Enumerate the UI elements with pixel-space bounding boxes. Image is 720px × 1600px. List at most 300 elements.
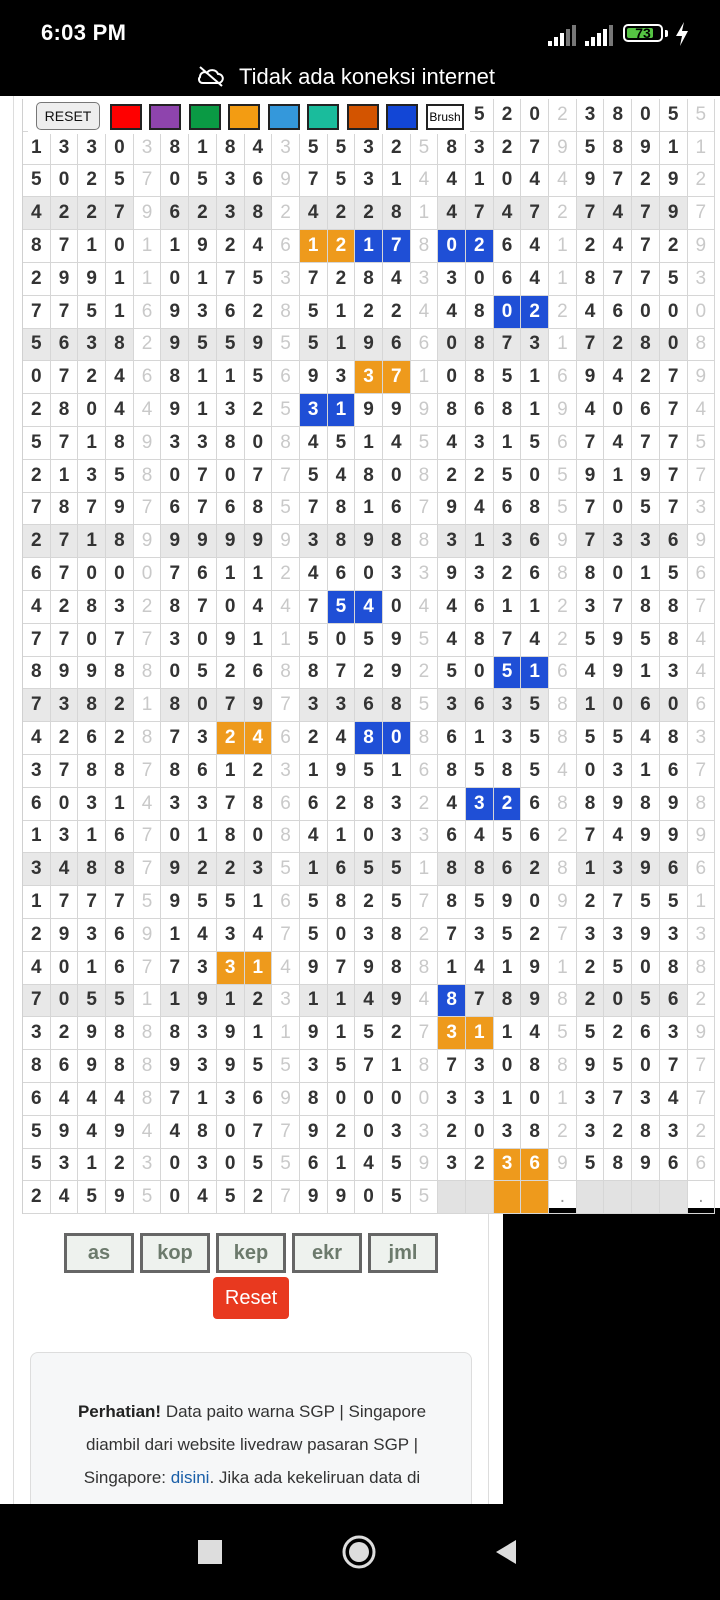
grid-cell[interactable]: 4: [549, 165, 577, 198]
grid-cell[interactable]: 1: [245, 558, 273, 591]
grid-cell[interactable]: 1: [328, 329, 356, 362]
grid-cell[interactable]: .: [688, 1181, 716, 1214]
grid-cell[interactable]: 9: [383, 394, 411, 427]
grid-cell[interactable]: 1: [23, 132, 51, 165]
grid-cell[interactable]: 3: [494, 1149, 522, 1182]
grid-cell[interactable]: 2: [466, 460, 494, 493]
grid-cell[interactable]: 9: [577, 361, 605, 394]
grid-cell[interactable]: 7: [466, 985, 494, 1018]
grid-cell[interactable]: 5: [383, 886, 411, 919]
grid-cell[interactable]: 7: [51, 755, 79, 788]
grid-cell[interactable]: 2: [604, 1116, 632, 1149]
grid-cell[interactable]: 2: [577, 952, 605, 985]
grid-cell[interactable]: 0: [217, 1116, 245, 1149]
grid-cell[interactable]: 8: [411, 952, 439, 985]
grid-cell[interactable]: 5: [300, 132, 328, 165]
grid-cell[interactable]: 0: [161, 657, 189, 690]
grid-cell[interactable]: 6: [688, 853, 716, 886]
grid-cell[interactable]: 7: [134, 755, 162, 788]
grid-cell[interactable]: 3: [411, 263, 439, 296]
grid-cell[interactable]: 0: [383, 460, 411, 493]
grid-cell[interactable]: 4: [577, 657, 605, 690]
grid-cell[interactable]: 5: [632, 985, 660, 1018]
grid-cell[interactable]: 9: [355, 329, 383, 362]
grid-cell[interactable]: 2: [549, 197, 577, 230]
grid-cell[interactable]: 7: [660, 361, 688, 394]
grid-cell[interactable]: 1: [272, 624, 300, 657]
grid-cell[interactable]: 8: [106, 329, 134, 362]
grid-cell[interactable]: 0: [604, 558, 632, 591]
grid-cell[interactable]: 9: [245, 329, 273, 362]
grid-cell[interactable]: 1: [549, 1083, 577, 1116]
grid-cell[interactable]: 3: [688, 263, 716, 296]
grid-cell[interactable]: 5: [577, 624, 605, 657]
grid-cell[interactable]: 9: [300, 361, 328, 394]
grid-cell[interactable]: 1: [355, 493, 383, 526]
grid-cell[interactable]: 1: [78, 821, 106, 854]
grid-cell[interactable]: 4: [521, 263, 549, 296]
grid-cell[interactable]: 5: [189, 329, 217, 362]
grid-cell[interactable]: 0: [245, 427, 273, 460]
grid-cell[interactable]: 8: [632, 788, 660, 821]
color-swatch-teal[interactable]: [307, 104, 339, 130]
grid-cell[interactable]: 0: [355, 1181, 383, 1214]
grid-cell[interactable]: 3: [438, 525, 466, 558]
grid-cell[interactable]: 1: [300, 230, 328, 263]
grid-cell[interactable]: 0: [161, 1149, 189, 1182]
grid-cell[interactable]: 6: [494, 263, 522, 296]
grid-cell[interactable]: 5: [521, 427, 549, 460]
grid-cell[interactable]: 3: [189, 296, 217, 329]
grid-cell[interactable]: 4: [245, 230, 273, 263]
grid-cell[interactable]: 3: [632, 1083, 660, 1116]
grid-cell[interactable]: 8: [355, 788, 383, 821]
grid-cell[interactable]: 2: [328, 788, 356, 821]
grid-cell[interactable]: 2: [106, 689, 134, 722]
grid-cell[interactable]: 7: [466, 197, 494, 230]
grid-cell[interactable]: 1: [134, 689, 162, 722]
grid-cell[interactable]: 2: [245, 394, 273, 427]
grid-cell[interactable]: 3: [355, 919, 383, 952]
grid-cell[interactable]: 6: [521, 788, 549, 821]
grid-cell[interactable]: 8: [106, 657, 134, 690]
grid-cell[interactable]: 0: [383, 722, 411, 755]
grid-cell[interactable]: 4: [521, 165, 549, 198]
grid-cell[interactable]: 0: [161, 1181, 189, 1214]
grid-cell[interactable]: 3: [688, 722, 716, 755]
grid-cell[interactable]: 1: [411, 361, 439, 394]
grid-cell[interactable]: 8: [383, 197, 411, 230]
grid-cell[interactable]: 3: [604, 919, 632, 952]
grid-cell[interactable]: 5: [23, 1116, 51, 1149]
grid-cell[interactable]: 4: [189, 1181, 217, 1214]
grid-cell[interactable]: 8: [660, 624, 688, 657]
grid-cell[interactable]: 7: [632, 427, 660, 460]
color-swatch-red[interactable]: [110, 104, 142, 130]
grid-cell[interactable]: 5: [494, 657, 522, 690]
grid-cell[interactable]: 1: [521, 361, 549, 394]
grid-cell[interactable]: 3: [272, 263, 300, 296]
grid-cell[interactable]: 8: [300, 1083, 328, 1116]
grid-cell[interactable]: 3: [23, 755, 51, 788]
grid-cell[interactable]: 2: [660, 230, 688, 263]
grid-cell[interactable]: 6: [411, 329, 439, 362]
grid-cell[interactable]: 8: [272, 657, 300, 690]
grid-cell[interactable]: 1: [355, 230, 383, 263]
grid-cell[interactable]: 8: [272, 296, 300, 329]
grid-cell[interactable]: 5: [300, 886, 328, 919]
grid-cell[interactable]: 1: [217, 755, 245, 788]
grid-cell[interactable]: 3: [217, 394, 245, 427]
grid-cell[interactable]: 3: [189, 1017, 217, 1050]
grid-cell[interactable]: 3: [78, 788, 106, 821]
grid-cell[interactable]: 9: [604, 624, 632, 657]
grid-cell[interactable]: 6: [300, 788, 328, 821]
grid-cell[interactable]: 4: [411, 985, 439, 1018]
grid-cell[interactable]: 9: [521, 985, 549, 1018]
grid-cell[interactable]: 3: [660, 919, 688, 952]
grid-cell[interactable]: 3: [411, 558, 439, 591]
grid-cell[interactable]: 4: [688, 624, 716, 657]
grid-cell[interactable]: 9: [577, 165, 605, 198]
color-swatch-green[interactable]: [189, 104, 221, 130]
grid-cell[interactable]: 5: [521, 755, 549, 788]
kep-button[interactable]: kep: [216, 1233, 286, 1273]
grid-cell[interactable]: 4: [521, 230, 549, 263]
grid-cell[interactable]: 8: [521, 1050, 549, 1083]
grid-cell[interactable]: 1: [383, 755, 411, 788]
grid-cell[interactable]: 8: [51, 493, 79, 526]
grid-cell[interactable]: 5: [78, 985, 106, 1018]
grid-cell[interactable]: 7: [577, 493, 605, 526]
grid-cell[interactable]: 2: [494, 132, 522, 165]
grid-cell[interactable]: 2: [217, 230, 245, 263]
grid-cell[interactable]: 9: [300, 1017, 328, 1050]
grid-cell[interactable]: 9: [660, 165, 688, 198]
grid-cell[interactable]: 1: [521, 394, 549, 427]
grid-cell[interactable]: 7: [632, 230, 660, 263]
grid-cell[interactable]: 5: [438, 657, 466, 690]
grid-cell[interactable]: 1: [355, 427, 383, 460]
grid-cell[interactable]: 7: [272, 1181, 300, 1214]
grid-cell[interactable]: 7: [189, 460, 217, 493]
grid-cell[interactable]: 0: [466, 657, 494, 690]
grid-cell[interactable]: 5: [245, 1149, 273, 1182]
grid-cell[interactable]: 3: [521, 329, 549, 362]
grid-cell[interactable]: 4: [383, 263, 411, 296]
grid-cell[interactable]: 9: [161, 886, 189, 919]
grid-cell[interactable]: 6: [106, 919, 134, 952]
grid-cell[interactable]: 1: [466, 525, 494, 558]
grid-cell[interactable]: 3: [438, 1017, 466, 1050]
grid-cell[interactable]: 1: [521, 591, 549, 624]
grid-cell[interactable]: 1: [245, 886, 273, 919]
grid-cell[interactable]: 3: [577, 99, 605, 132]
grid-cell[interactable]: 9: [328, 755, 356, 788]
grid-cell[interactable]: 1: [438, 952, 466, 985]
grid-cell[interactable]: 8: [494, 985, 522, 1018]
grid-cell[interactable]: 1: [632, 755, 660, 788]
grid-cell[interactable]: 5: [272, 493, 300, 526]
grid-cell[interactable]: 9: [300, 1181, 328, 1214]
grid-cell[interactable]: 0: [577, 755, 605, 788]
grid-cell[interactable]: 5: [23, 329, 51, 362]
grid-cell[interactable]: 2: [272, 558, 300, 591]
grid-cell[interactable]: 5: [632, 624, 660, 657]
grid-cell[interactable]: 6: [245, 657, 273, 690]
grid-cell[interactable]: 2: [23, 1181, 51, 1214]
grid-cell[interactable]: 4: [23, 722, 51, 755]
grid-cell[interactable]: 0: [411, 1083, 439, 1116]
grid-cell[interactable]: 1: [549, 263, 577, 296]
grid-cell[interactable]: 5: [604, 1050, 632, 1083]
grid-cell[interactable]: [604, 1181, 632, 1214]
grid-cell[interactable]: 4: [245, 722, 273, 755]
ekr-button[interactable]: ekr: [292, 1233, 362, 1273]
grid-cell[interactable]: 5: [632, 886, 660, 919]
grid-cell[interactable]: 1: [383, 165, 411, 198]
grid-cell[interactable]: 6: [328, 558, 356, 591]
grid-cell[interactable]: 0: [521, 99, 549, 132]
grid-cell[interactable]: 5: [245, 263, 273, 296]
grid-cell[interactable]: 5: [217, 329, 245, 362]
grid-cell[interactable]: 1: [328, 1149, 356, 1182]
grid-cell[interactable]: 8: [632, 591, 660, 624]
grid-cell[interactable]: 3: [272, 755, 300, 788]
grid-cell[interactable]: 6: [632, 1017, 660, 1050]
grid-cell[interactable]: 1: [78, 952, 106, 985]
grid-cell[interactable]: 8: [23, 657, 51, 690]
grid-cell[interactable]: 7: [134, 952, 162, 985]
grid-cell[interactable]: 5: [300, 919, 328, 952]
grid-cell[interactable]: 8: [328, 493, 356, 526]
grid-cell[interactable]: 5: [660, 886, 688, 919]
grid-cell[interactable]: 8: [466, 853, 494, 886]
grid-cell[interactable]: 6: [549, 427, 577, 460]
grid-cell[interactable]: 8: [466, 361, 494, 394]
grid-cell[interactable]: 6: [355, 689, 383, 722]
grid-cell[interactable]: 2: [549, 1116, 577, 1149]
grid-cell[interactable]: 9: [217, 1017, 245, 1050]
grid-cell[interactable]: 4: [411, 296, 439, 329]
color-swatch-light-blue[interactable]: [268, 104, 300, 130]
grid-cell[interactable]: 6: [161, 493, 189, 526]
grid-cell[interactable]: 3: [383, 558, 411, 591]
grid-cell[interactable]: 8: [106, 755, 134, 788]
grid-cell[interactable]: 0: [51, 788, 79, 821]
grid-cell[interactable]: 7: [328, 952, 356, 985]
grid-cell[interactable]: 1: [189, 394, 217, 427]
grid-cell[interactable]: 8: [438, 985, 466, 1018]
grid-cell[interactable]: 7: [383, 361, 411, 394]
grid-cell[interactable]: 9: [161, 329, 189, 362]
grid-cell[interactable]: 8: [688, 952, 716, 985]
grid-cell[interactable]: 3: [217, 197, 245, 230]
grid-cell[interactable]: 4: [134, 1116, 162, 1149]
grid-cell[interactable]: 2: [23, 394, 51, 427]
grid-cell[interactable]: 3: [466, 919, 494, 952]
grid-cell[interactable]: 1: [78, 1149, 106, 1182]
grid-cell[interactable]: 9: [688, 525, 716, 558]
grid-cell[interactable]: 6: [106, 821, 134, 854]
grid-cell[interactable]: 3: [23, 853, 51, 886]
grid-cell[interactable]: 7: [134, 493, 162, 526]
grid-cell[interactable]: 1: [161, 985, 189, 1018]
grid-cell[interactable]: 7: [134, 821, 162, 854]
grid-cell[interactable]: 8: [438, 886, 466, 919]
grid-cell[interactable]: 7: [660, 493, 688, 526]
grid-cell[interactable]: 8: [632, 329, 660, 362]
grid-cell[interactable]: 1: [383, 1050, 411, 1083]
grid-cell[interactable]: 4: [106, 394, 134, 427]
grid-cell[interactable]: 7: [51, 361, 79, 394]
grid-cell[interactable]: 8: [161, 755, 189, 788]
grid-cell[interactable]: 4: [438, 624, 466, 657]
grid-cell[interactable]: 2: [189, 853, 217, 886]
grid-cell[interactable]: 5: [106, 985, 134, 1018]
grid-cell[interactable]: 9: [328, 1181, 356, 1214]
grid-cell[interactable]: 3: [328, 361, 356, 394]
grid-cell[interactable]: 3: [51, 689, 79, 722]
grid-cell[interactable]: 2: [134, 591, 162, 624]
grid-cell[interactable]: [494, 1181, 522, 1214]
grid-cell[interactable]: 8: [411, 722, 439, 755]
grid-cell[interactable]: 1: [106, 296, 134, 329]
grid-cell[interactable]: 1: [466, 722, 494, 755]
grid-cell[interactable]: 4: [134, 788, 162, 821]
grid-cell[interactable]: 8: [411, 460, 439, 493]
grid-cell[interactable]: 9: [660, 197, 688, 230]
grid-cell[interactable]: 9: [161, 394, 189, 427]
grid-cell[interactable]: 3: [189, 722, 217, 755]
grid-cell[interactable]: 5: [328, 165, 356, 198]
grid-cell[interactable]: 8: [23, 1050, 51, 1083]
grid-cell[interactable]: 3: [632, 525, 660, 558]
grid-cell[interactable]: 0: [494, 296, 522, 329]
grid-cell[interactable]: 1: [189, 263, 217, 296]
grid-cell[interactable]: 2: [189, 197, 217, 230]
grid-cell[interactable]: 4: [272, 591, 300, 624]
grid-cell[interactable]: 3: [438, 689, 466, 722]
grid-cell[interactable]: 5: [411, 132, 439, 165]
grid-cell[interactable]: 8: [438, 394, 466, 427]
grid-cell[interactable]: 9: [577, 460, 605, 493]
grid-cell[interactable]: 0: [328, 624, 356, 657]
grid-cell[interactable]: 6: [134, 361, 162, 394]
grid-cell[interactable]: 1: [328, 985, 356, 1018]
grid-cell[interactable]: 0: [660, 689, 688, 722]
grid-cell[interactable]: 0: [355, 1083, 383, 1116]
grid-cell[interactable]: 3: [383, 821, 411, 854]
grid-cell[interactable]: 3: [577, 1116, 605, 1149]
grid-cell[interactable]: 2: [51, 1017, 79, 1050]
grid-cell[interactable]: 7: [688, 460, 716, 493]
grid-cell[interactable]: 9: [134, 427, 162, 460]
grid-cell[interactable]: 8: [355, 460, 383, 493]
grid-cell[interactable]: 8: [660, 591, 688, 624]
grid-cell[interactable]: 1: [106, 788, 134, 821]
grid-cell[interactable]: 5: [355, 624, 383, 657]
grid-cell[interactable]: 5: [521, 689, 549, 722]
grid-cell[interactable]: 0: [604, 493, 632, 526]
grid-cell[interactable]: 6: [78, 722, 106, 755]
grid-cell[interactable]: 1: [660, 132, 688, 165]
grid-cell[interactable]: 3: [466, 788, 494, 821]
grid-cell[interactable]: 3: [134, 1149, 162, 1182]
grid-cell[interactable]: 8: [355, 263, 383, 296]
grid-cell[interactable]: 7: [300, 493, 328, 526]
grid-cell[interactable]: 9: [106, 493, 134, 526]
grid-cell[interactable]: 0: [632, 99, 660, 132]
grid-cell[interactable]: 3: [189, 1050, 217, 1083]
grid-cell[interactable]: 4: [51, 1181, 79, 1214]
grid-cell[interactable]: 1: [549, 230, 577, 263]
grid-cell[interactable]: 7: [577, 197, 605, 230]
grid-cell[interactable]: 8: [217, 427, 245, 460]
grid-cell[interactable]: 6: [494, 853, 522, 886]
grid-cell[interactable]: 2: [549, 624, 577, 657]
grid-cell[interactable]: 3: [466, 427, 494, 460]
grid-cell[interactable]: 4: [438, 165, 466, 198]
grid-cell[interactable]: 6: [23, 1083, 51, 1116]
grid-cell[interactable]: 2: [78, 361, 106, 394]
back-button[interactable]: [494, 1538, 518, 1566]
grid-cell[interactable]: 2: [23, 525, 51, 558]
grid-cell[interactable]: 5: [494, 460, 522, 493]
grid-cell[interactable]: 1: [23, 821, 51, 854]
grid-cell[interactable]: 0: [161, 263, 189, 296]
grid-cell[interactable]: 3: [161, 427, 189, 460]
grid-cell[interactable]: 7: [161, 1083, 189, 1116]
grid-cell[interactable]: 2: [217, 657, 245, 690]
grid-cell[interactable]: 6: [521, 1149, 549, 1182]
grid-cell[interactable]: 5: [577, 1149, 605, 1182]
recent-apps-button[interactable]: [198, 1540, 222, 1564]
grid-cell[interactable]: 4: [78, 1116, 106, 1149]
grid-cell[interactable]: 4: [51, 853, 79, 886]
grid-cell[interactable]: 6: [134, 296, 162, 329]
grid-cell[interactable]: 4: [245, 132, 273, 165]
grid-cell[interactable]: 0: [355, 558, 383, 591]
grid-cell[interactable]: 7: [688, 1050, 716, 1083]
grid-cell[interactable]: 8: [466, 624, 494, 657]
grid-cell[interactable]: 2: [494, 788, 522, 821]
grid-cell[interactable]: 8: [438, 853, 466, 886]
grid-cell[interactable]: 5: [272, 853, 300, 886]
grid-cell[interactable]: 5: [106, 460, 134, 493]
grid-cell[interactable]: 9: [632, 460, 660, 493]
grid-cell[interactable]: 3: [217, 952, 245, 985]
grid-cell[interactable]: 9: [355, 525, 383, 558]
grid-cell[interactable]: 9: [577, 1050, 605, 1083]
grid-cell[interactable]: 3: [494, 689, 522, 722]
grid-cell[interactable]: 8: [411, 525, 439, 558]
grid-cell[interactable]: 8: [106, 1017, 134, 1050]
grid-cell[interactable]: 3: [466, 558, 494, 591]
grid-cell[interactable]: 7: [272, 689, 300, 722]
grid-cell[interactable]: 6: [161, 197, 189, 230]
grid-cell[interactable]: 3: [688, 493, 716, 526]
grid-cell[interactable]: 0: [106, 132, 134, 165]
grid-cell[interactable]: 1: [577, 689, 605, 722]
grid-cell[interactable]: 9: [217, 525, 245, 558]
grid-cell[interactable]: 2: [632, 165, 660, 198]
grid-cell[interactable]: 6: [660, 985, 688, 1018]
grid-cell[interactable]: 0: [161, 460, 189, 493]
grid-cell[interactable]: 7: [438, 1050, 466, 1083]
grid-cell[interactable]: 3: [78, 329, 106, 362]
grid-cell[interactable]: 6: [272, 722, 300, 755]
